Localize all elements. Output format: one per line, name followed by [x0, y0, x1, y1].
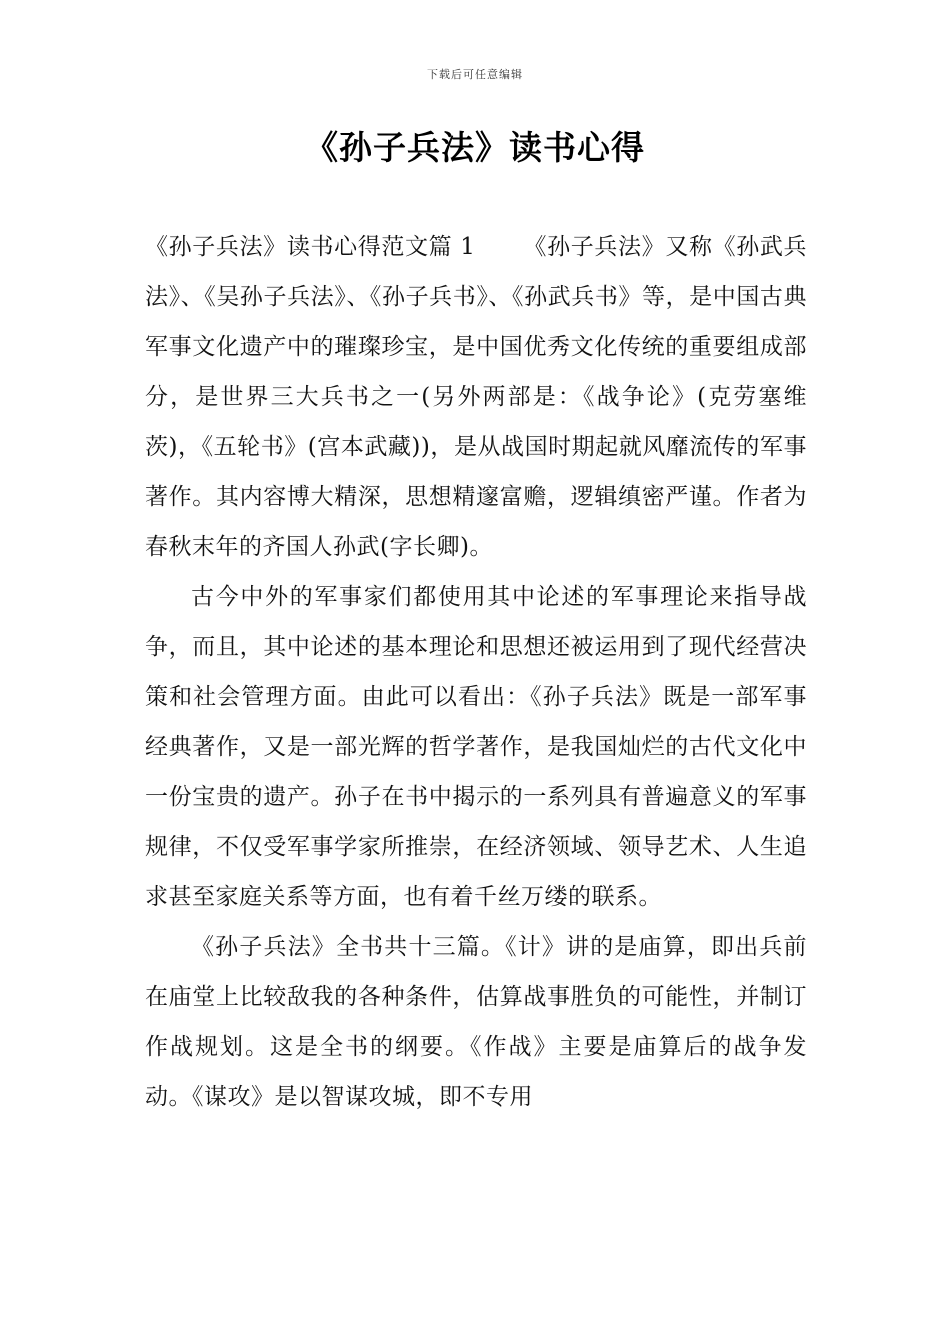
- page-title: 《孙子兵法》读书心得: [305, 128, 645, 167]
- paragraph-2: 古今中外的军事家们都使用其中论述的军事理论来指导战争，而且，其中论述的基本理论和思想还被运用到了现代经营决策和社会管理方面。由此可以看出：《孙子兵法》既是一部军事经典著作，又是一部光辉的哲学著作，是我国灿烂的古代文化中一份宝贵的遗产。孙子在书中揭示的一系列具有普遍意义的军事规律，不仅受军事学家所推崇，在经济领域、领导艺术、人生追求甚至家庭关系等方面，也有着千丝万缕的联系。: [145, 584, 807, 910]
- paragraph-1-text: 《孙子兵法》又称《孙武兵法》、《吴孙子兵法》、《孙子兵书》、《孙武兵书》等，是中国古典军事文化遗产中的璀璨珍宝，是中国优秀文化传统的重要组成部分，是世界三大兵书之一(另外两部是：《战争论》(克劳塞维茨)，《五轮书》(宫本武藏))，是从战国时期起就风靡流传的军事著作。其内容博大精深，思想精邃富赡，逻辑缜密严谨。作者为春秋末年的齐国人孙武(字长卿)。: [145, 234, 807, 560]
- article-subtitle: 《孙子兵法》读书心得范文篇 1: [145, 234, 476, 260]
- paragraph-1: [145, 222, 807, 572]
- paragraph-3: 《孙子兵法》全书共十三篇。《计》讲的是庙算，即出兵前在庙堂上比较敌我的各种条件，估算战事胜负的可能性，并制订作战规划。这是全书的纲要。《作战》主要是庙算后的战争发动。《谋攻》是以智谋攻城，即不专用: [145, 934, 807, 1110]
- header-note: 下载后可任意编辑: [427, 68, 523, 81]
- document-body: [145, 222, 807, 1122]
